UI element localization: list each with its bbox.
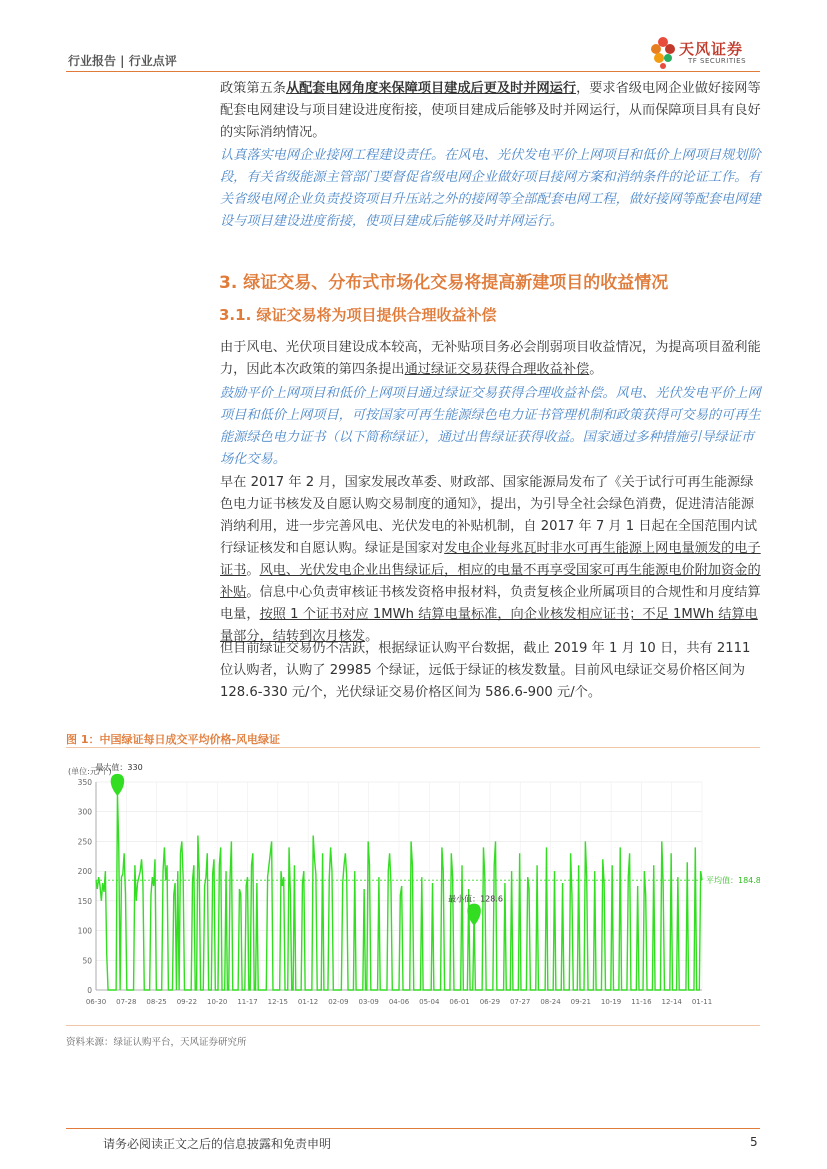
y-tick-label: 250 (77, 837, 92, 847)
header-left: 行业报告 | 行业点评 (68, 54, 177, 68)
x-tick-label: 01-12 (297, 998, 319, 1006)
figure-source: 资料来源：绿证认购平台，天风证券研究所 (66, 1037, 247, 1048)
logo-flower-icon (648, 36, 678, 70)
source-divider (66, 1025, 760, 1026)
quote-grid-connection: 认真落实电网企业接网工程建设责任。在风电、光伏发电平价上网项目和低价上网项目规划阶段，有关省级能源主管部门要督促省级电网企业做好项目接网方案和消纳条件的论证工作。有关省级电网企业负责投资项目升压站之外的接网等全部配套电网工程，做好接网等配套电网建设与项目建设进度衔接，使项目建成后能够及时并网运行。 (220, 148, 761, 229)
p3-text-a: 早在 2017 年 2 月，国家发展改革委、财政部、国家能源局发布了《关于试行可再生能源绿色电力证书核发及自愿认购交易制度的通知》，提出，为引导全社会绿色消费，促进清洁能源消纳利用，进一步完善风电、光伏发电的补贴机制，自 2017 年 7 月 1 日起在全国范围内试行绿证核发和自愿认购。绿证是国家对 (220, 475, 758, 556)
quote-green-certificate: 鼓励平价上网项目和低价上网项目通过绿证交易获得合理收益补偿。风电、光伏发电平价上网项目和低价上网项目，可按国家可再生能源绿色电力证书管理机制和政策获得可交易的可再生能源绿色电力证书（以下简称绿证），通过出售绿证获得收益。国家通过多种措施引导绿证市场化交易。 (220, 386, 761, 467)
max-label: 最大值：330 (95, 762, 143, 772)
paragraph-policy-5 (220, 78, 762, 144)
logo-chinese-name: 天风证券 (679, 40, 744, 58)
min-label: 最小值：128.6 (448, 894, 503, 904)
chart-container (66, 752, 760, 1022)
p3-text-b: 发电企业每兆瓦时非水可再生能源上网电量颁发的电子证书 (220, 541, 761, 578)
x-tick-label: 06-29 (479, 998, 501, 1006)
p3-text-e: 。信息中心负责审核证书核发资格申报材料，负责复核企业所属项目的合规性和月度结算电量， (220, 585, 761, 622)
p3-text-f: 按照 1 个证书对应 1MWh 结算电量标准，向企业核发相应证书；不足 1MWh 结算电量部分，结转到次月核发 (220, 607, 758, 644)
x-tick-label: 09-21 (570, 998, 591, 1006)
logo (648, 36, 764, 70)
x-tick-label: 11-16 (631, 998, 652, 1006)
y-tick-label: 350 (77, 778, 92, 787)
x-tick-label: 11-17 (237, 998, 258, 1006)
p2-text-underlined: 通过绿证交易获得合理收益补偿 (404, 362, 590, 377)
average-label: 平均值：184.8 (706, 876, 760, 886)
footer-divider (66, 1128, 760, 1129)
x-tick-label: 08-25 (146, 998, 167, 1006)
figure-title: 图 1：中国绿证每日成交平均价格-风电绿证 (66, 733, 281, 746)
x-tick-label: 12-14 (661, 998, 682, 1006)
x-tick-label: 05-04 (419, 998, 440, 1006)
chart-ylabel: (单位:元/个) (68, 767, 112, 776)
x-tick-label: 06-01 (449, 998, 470, 1006)
section-heading-3: 3. 绿证交易、分布式市场化交易将提高新建项目的收益情况 (219, 273, 669, 293)
x-tick-label: 02-09 (328, 998, 349, 1006)
logo-english-name: TF SECURITIES (688, 57, 747, 65)
y-tick-label: 150 (77, 896, 92, 906)
p3-text-c: 。 (246, 563, 260, 578)
y-tick-label: 200 (77, 867, 92, 877)
p3-text-g: 。 (365, 629, 379, 644)
price-chart (66, 752, 760, 1022)
y-tick-label: 300 (77, 807, 92, 817)
y-tick-label: 100 (77, 926, 92, 936)
x-tick-label: 06-30 (85, 998, 107, 1006)
x-tick-label: 07-28 (116, 998, 137, 1006)
section-heading-3-1: 3.1. 绿证交易将为项目提供合理收益补偿 (219, 306, 497, 324)
p2-text-a: 由于风电、光伏项目建设成本较高，无补贴项目务必会削弱项目收益情况，为提高项目盈利能力，因此本次政策的第四条提出 (220, 340, 761, 377)
paragraph-current-trading: 但目前绿证交易仍不活跃，根据绿证认购平台数据，截止 2019 年 1 月 10 日，共有 2111 位认购者，认购了 29985 个绿证，远低于绿证的核发数量。目前风电绿证交易价格区间为 128.6-330 元/个，光伏绿证交易价格区间为 586.6-900 元/个。 (220, 641, 751, 700)
paragraph-green-certificate-history (220, 472, 762, 648)
p2-text-c: 。 (589, 362, 603, 377)
p1-text-a: 政策第五条 (220, 81, 286, 96)
page-number: 5 (750, 1135, 758, 1149)
x-tick-label: 10-20 (207, 998, 228, 1006)
p1-text-emphasis: 从配套电网角度来保障项目建成后更及时并网运行 (285, 81, 577, 96)
header-divider (66, 71, 760, 72)
x-tick-label: 10-19 (600, 998, 622, 1006)
y-tick-label: 50 (82, 956, 92, 966)
x-tick-label: 03-09 (358, 998, 379, 1006)
y-tick-label: 0 (87, 986, 92, 995)
p3-text-d: 风电、光伏发电企业出售绿证后，相应的电量不再享受国家可再生能源电价附加资金的补贴 (220, 563, 761, 600)
footer-disclaimer: 请务必阅读正文之后的信息披露和免责申明 (103, 1137, 332, 1151)
x-tick-label: 12-15 (267, 998, 288, 1006)
x-tick-label: 07-27 (510, 998, 531, 1006)
p1-text-c: ，要求省级电网企业做好接网等配套电网建设与项目建设进度衔接，使项目建成后能够及时并网运行，从而保障项目具有良好的实际消纳情况。 (220, 81, 761, 140)
max-pin-icon (111, 774, 125, 796)
figure-divider (66, 747, 760, 748)
x-tick-label: 08-24 (540, 998, 561, 1006)
x-tick-label: 04-06 (388, 998, 410, 1006)
x-tick-label: 01-11 (691, 998, 713, 1006)
paragraph-cost (220, 337, 762, 381)
x-tick-label: 09-22 (176, 998, 198, 1006)
